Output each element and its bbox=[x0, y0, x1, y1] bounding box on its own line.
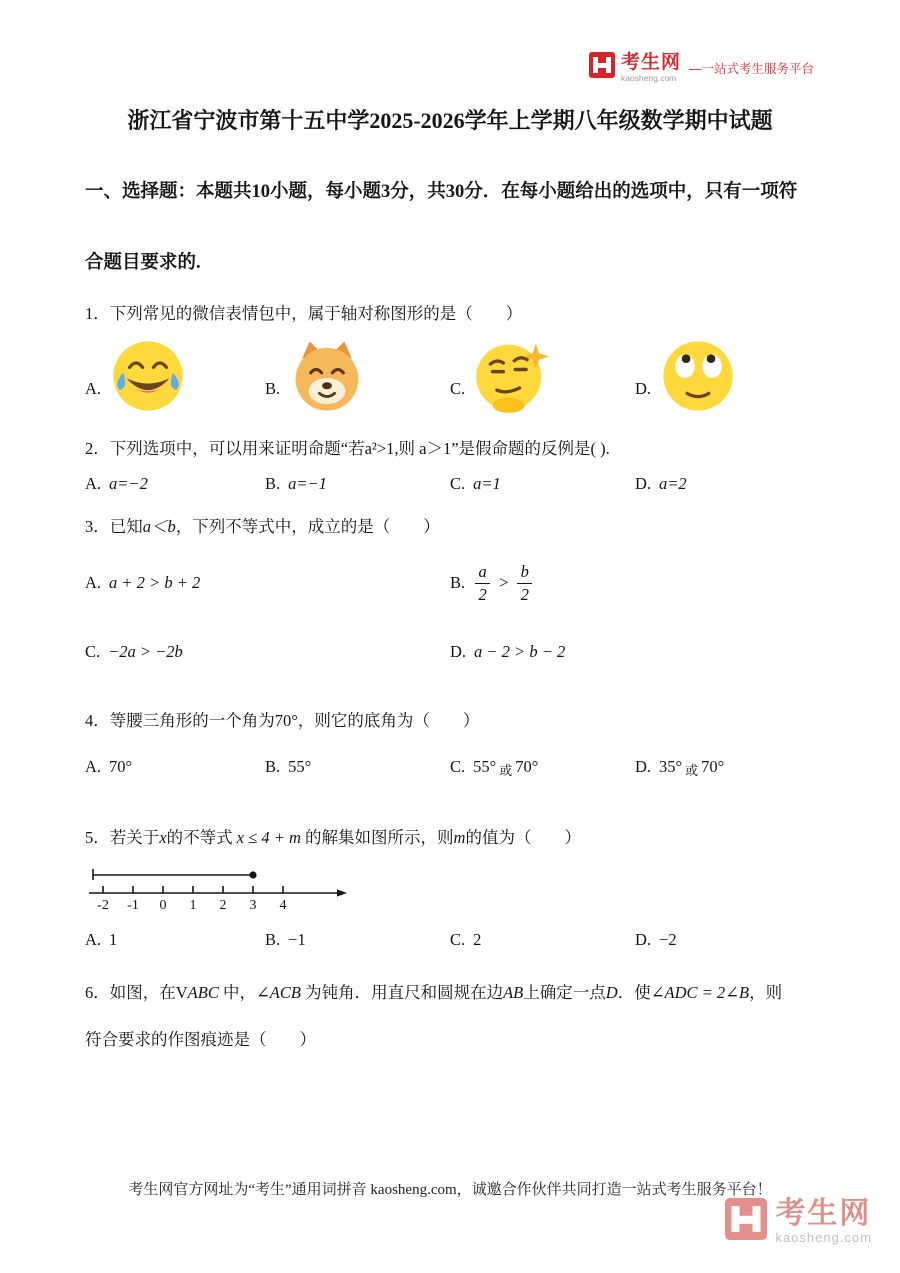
q3-option-c-value: −2a > −2b bbox=[108, 642, 183, 661]
q3-option-a-label: A. bbox=[85, 573, 102, 592]
question-6-stem-line2: 符合要求的作图痕迹是（ ） bbox=[85, 1030, 316, 1049]
q5-stem-inequality: x ≤ 4 + m bbox=[232, 828, 306, 847]
q5-option-d bbox=[635, 930, 815, 950]
q5-number-line bbox=[87, 859, 815, 918]
q4-option-b-label: B. bbox=[265, 757, 281, 776]
q6-stem-text: ．使 bbox=[617, 983, 651, 1002]
q2-option-a bbox=[85, 474, 265, 494]
q5-option-b bbox=[265, 930, 450, 950]
q6-stem-text: 为钝角．用直尺和圆规在边 bbox=[300, 983, 504, 1002]
question-2-options bbox=[85, 474, 815, 494]
dog-emoji bbox=[288, 337, 366, 415]
logo-domain: kaosheng.com bbox=[620, 72, 677, 83]
q1-option-d bbox=[635, 337, 815, 415]
q3-option-a bbox=[85, 573, 450, 593]
kaosheng-logo-icon bbox=[589, 52, 615, 83]
kaosheng-logo bbox=[589, 52, 814, 83]
fraction-denominator: 2 bbox=[520, 584, 529, 604]
q4-option-c-conjunction: 或 bbox=[499, 763, 513, 778]
q5-stem-text: 的值为（ ） bbox=[465, 828, 581, 847]
q4-option-c-label: C. bbox=[450, 757, 466, 776]
q6-stem-text: 上确定一点 bbox=[523, 983, 606, 1002]
question-5-stem bbox=[85, 824, 815, 848]
smirk-star-emoji bbox=[473, 337, 551, 415]
q5-option-a bbox=[85, 930, 265, 950]
q2-option-c-value: a=1 bbox=[473, 474, 501, 493]
question-3-stem bbox=[85, 513, 815, 537]
question-3-options-row2 bbox=[85, 642, 815, 662]
q3-option-b-label: B. bbox=[450, 573, 466, 592]
question-1-options bbox=[85, 337, 815, 415]
logo-tagline: —一站式考生服务平台 bbox=[688, 61, 814, 76]
q5-stem-var-x: x bbox=[159, 828, 167, 847]
q2-option-c bbox=[450, 474, 635, 494]
axis-label: -1 bbox=[127, 898, 139, 913]
logo-name: 考生网 bbox=[620, 51, 681, 73]
q5-stem-text: 的解集如图所示，则 bbox=[305, 828, 454, 847]
q2-option-b bbox=[265, 474, 450, 494]
q4-option-a bbox=[85, 757, 265, 777]
q5-option-a-label: A. bbox=[85, 930, 102, 949]
q6-side-ab: AB bbox=[503, 983, 524, 1002]
q1-option-a bbox=[85, 337, 265, 415]
logo-text-block bbox=[621, 53, 681, 83]
question-6-stem-line1 bbox=[85, 979, 815, 1003]
laughing-tears-emoji bbox=[109, 337, 187, 415]
q6-angle-equation: ∠ADC = 2∠B bbox=[650, 983, 750, 1002]
fraction-bar bbox=[475, 583, 490, 584]
q5-option-d-label: D. bbox=[635, 930, 652, 949]
q4-option-c bbox=[450, 757, 635, 777]
fraction-bar bbox=[517, 583, 532, 584]
q6-triangle-name: ABC bbox=[187, 983, 219, 1002]
q2-option-a-label: A. bbox=[85, 474, 102, 493]
q4-option-d-value2: 70° bbox=[701, 757, 725, 776]
q5-stem-text: 的不等式 bbox=[166, 828, 233, 847]
q3-option-a-value: a + 2 > b + 2 bbox=[109, 573, 201, 592]
axis-label: 0 bbox=[159, 898, 167, 913]
q4-option-b bbox=[265, 757, 450, 777]
fraction-a-over-2 bbox=[475, 563, 490, 603]
footer-text: 考生网官方网址为“考生”通用词拼音 kaosheng.com，诚邀合作伙伴共同打造一站式考生服务平台！ bbox=[128, 1182, 772, 1198]
q6-stem-text: 中， bbox=[218, 983, 256, 1002]
q3-stem-prefix: 3．已知 bbox=[85, 517, 143, 536]
q4-option-d-conjunction: 或 bbox=[685, 763, 699, 778]
q3-option-b bbox=[450, 563, 815, 603]
q4-option-a-value: 70° bbox=[109, 757, 133, 776]
axis-arrowhead bbox=[337, 889, 347, 896]
q5-option-c bbox=[450, 930, 635, 950]
q3-option-d-label: D. bbox=[450, 642, 467, 661]
q2-option-b-label: B. bbox=[265, 474, 281, 493]
q3-option-d bbox=[450, 642, 815, 662]
q5-option-c-value: 2 bbox=[473, 930, 482, 949]
q4-option-b-value: 55° bbox=[288, 757, 312, 776]
q5-option-b-value: −1 bbox=[288, 930, 306, 949]
fraction-numerator: b bbox=[520, 562, 529, 582]
kaosheng-watermark bbox=[725, 1198, 872, 1245]
q5-option-a-value: 1 bbox=[109, 930, 118, 949]
watermark-name: 考生网 bbox=[775, 1197, 872, 1230]
q5-stem-var-m: m bbox=[453, 828, 466, 847]
q4-option-a-label: A. bbox=[85, 757, 102, 776]
q1-option-b bbox=[265, 337, 450, 415]
q6-stem-text: 6．如图，在 bbox=[85, 983, 176, 1002]
axis-label: 1 bbox=[189, 898, 197, 913]
q1-option-a-label: A. bbox=[85, 379, 102, 398]
question-3-options-row1 bbox=[85, 557, 815, 609]
q1-option-b-label: B. bbox=[265, 379, 281, 398]
q1-option-c-label: C. bbox=[450, 379, 466, 398]
question-4-stem: 4．等腰三角形的一个角为70°，则它的底角为（ ） bbox=[85, 711, 480, 730]
fraction-numerator: a bbox=[478, 562, 487, 582]
q2-option-d-value: a=2 bbox=[659, 474, 687, 493]
q4-option-c-value1: 55° bbox=[473, 757, 497, 776]
q2-option-d bbox=[635, 474, 815, 494]
closed-endpoint-dot bbox=[249, 871, 256, 878]
axis-label: -2 bbox=[97, 898, 109, 913]
q4-option-d-value1: 35° bbox=[659, 757, 683, 776]
q3-option-c-label: C. bbox=[85, 642, 101, 661]
question-5-options bbox=[85, 930, 815, 950]
q6-angle-acb: ∠ACB bbox=[255, 983, 301, 1002]
q2-option-a-value: a=−2 bbox=[109, 474, 148, 493]
axis-label: 4 bbox=[279, 898, 287, 913]
q1-option-d-label: D. bbox=[635, 379, 652, 398]
exam-title: 浙江省宁波市第十五中学2025-2026学年上学期八年级数学期中试题 bbox=[127, 108, 773, 133]
q3-stem-math: a＜b bbox=[142, 517, 176, 536]
question-4-options bbox=[85, 757, 815, 777]
q3-stem-suffix: ，下列不等式中，成立的是（ ） bbox=[175, 517, 440, 536]
q3-option-d-value: a − 2 > b − 2 bbox=[474, 642, 566, 661]
q1-option-c bbox=[450, 337, 635, 415]
axis-label: 2 bbox=[219, 898, 227, 913]
kaosheng-watermark-icon bbox=[725, 1198, 767, 1245]
q4-option-c-value2: 70° bbox=[515, 757, 539, 776]
q2-option-c-label: C. bbox=[450, 474, 466, 493]
q3-option-c bbox=[85, 642, 450, 662]
q6-point-d: D bbox=[605, 983, 618, 1002]
section-heading-line1: 一、选择题：本题共10小题，每小题3分，共30分．在每小题给出的选项中，只有一项符 bbox=[85, 182, 798, 202]
q2-option-b-value: a=−1 bbox=[288, 474, 327, 493]
q4-option-d-label: D. bbox=[635, 757, 652, 776]
q2-option-d-label: D. bbox=[635, 474, 652, 493]
q5-option-b-label: B. bbox=[265, 930, 281, 949]
question-2-stem: 2．下列选项中，可以用来证明命题“若a²>1,则 a＞1”是假命题的反例是( ). bbox=[85, 439, 610, 458]
fraction-b-over-2 bbox=[517, 563, 532, 603]
axis-label: 3 bbox=[249, 898, 257, 913]
watermark-text-block bbox=[775, 1198, 872, 1245]
watermark-domain: kaosheng.com bbox=[775, 1229, 872, 1245]
rolling-eyes-emoji bbox=[659, 337, 737, 415]
fraction-denominator: 2 bbox=[478, 584, 487, 604]
q3-option-b-operator: > bbox=[498, 573, 510, 592]
q4-option-d bbox=[635, 757, 815, 777]
q5-stem-text: 5．若关于 bbox=[85, 828, 160, 847]
question-1-stem: 1．下列常见的微信表情包中，属于轴对称图形的是（ ） bbox=[85, 304, 523, 323]
q6-stem-text: ，则 bbox=[749, 983, 783, 1002]
q5-option-c-label: C. bbox=[450, 930, 466, 949]
q5-option-d-value: −2 bbox=[659, 930, 677, 949]
section-heading-line2: 合题目要求的. bbox=[85, 253, 201, 273]
q6-triangle-symbol: V bbox=[175, 983, 188, 1002]
